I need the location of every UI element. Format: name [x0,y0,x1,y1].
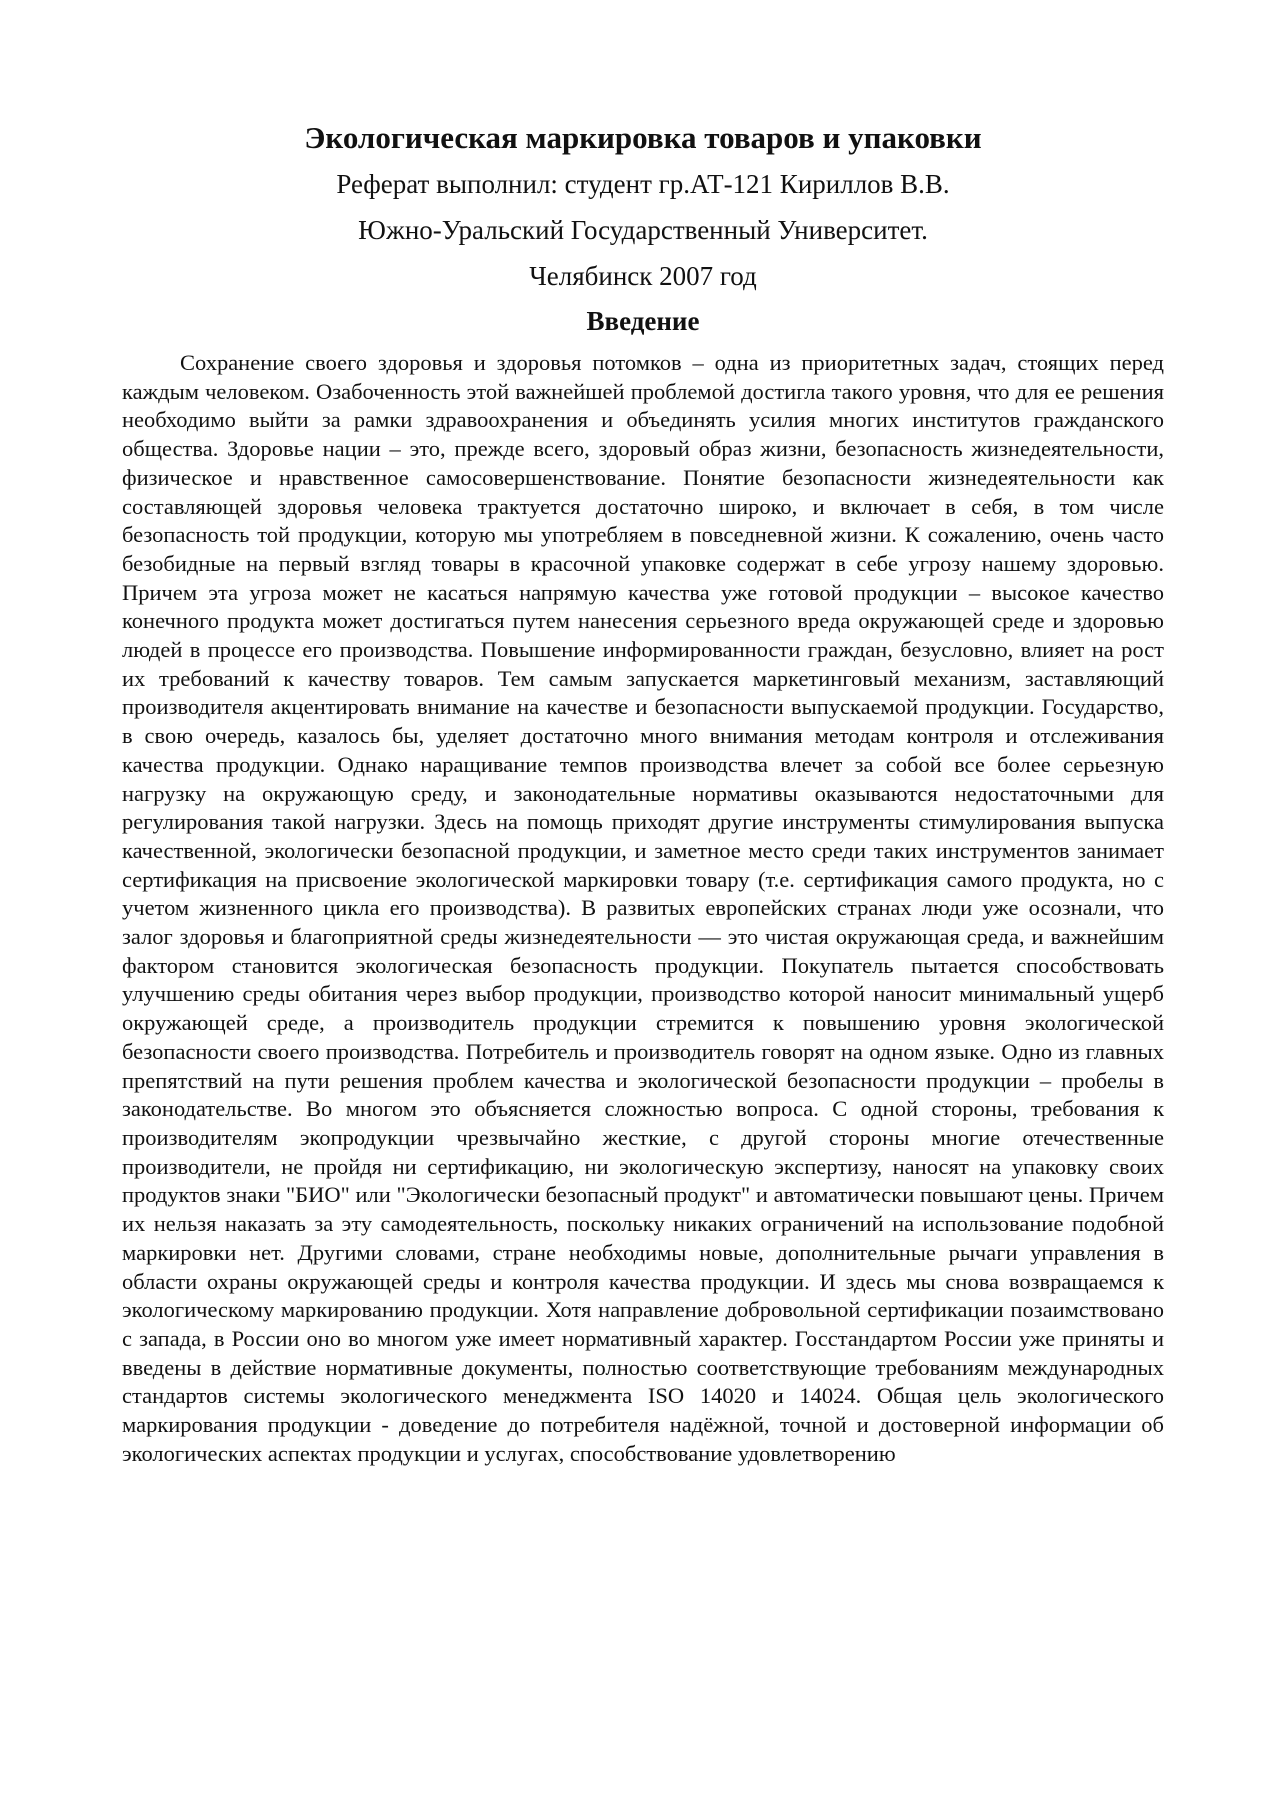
document-page [122,118,1164,1468]
institution-line: Южно-Уральский Государственный Университет. [358,215,928,245]
author-line: Реферат выполнил: студент гр.АТ-121 Кириллов В.В. [336,169,950,199]
body-paragraph: Сохранение своего здоровья и здоровья потомков – одна из приоритетных задач, стоящих перед каждым человеком. Озабоченность этой важнейшей проблемой достигла такого уровня, что для ее решения необходимо выйти за рамки здравоохранения и объединять усилия многих институтов гражданского общества. Здоровье нации – это, прежде всего, здоровый образ жизни, безопасность жизнедеятельности, физическое и нравственное самосовершенствование. Понятие безопасности жизнедеятельности как составляющей здоровья человека трактуется достаточно широко, и включает в себя, в том числе безопасность той продукции, которую мы употребляем в повседневной жизни. К сожалению, очень часто безобидные на первый взгляд товары в красочной упаковке содержат в себе угрозу нашему здоровью. Причем эта угроза может не касаться напрямую качества уже готовой продукции – высокое качество конечного продукта может достигаться путем нанесения серьезного вреда окружающей среде и здоровью людей в процессе его производства. Повышение информированности граждан, безусловно, влияет на рост их требований к качеству товаров. Тем самым запускается маркетинговый механизм, заставляющий производителя акцентировать внимание на качестве и безопасности выпускаемой продукции. Государство, в свою очередь, казалось бы, уделяет достаточно много внимания методам контроля и отслеживания качества продукции. Однако наращивание темпов производства влечет за собой все более серьезную нагрузку на окружающую среду, и законодательные нормативы оказываются недостаточными для регулирования такой нагрузки. Здесь на помощь приходят другие инструменты стимулирования выпуска качественной, экологически безопасной продукции, и заметное место среди таких инструментов занимает сертификация на присвоение экологической маркировки товару (т.е. сертификация самого продукта, но с учетом жизненного цикла его производства). В развитых европейских странах люди уже осознали, что залог здоровья и благоприятной среды жизнедеятельности — это чистая окружающая среда, и важнейшим фактором становится экологическая безопасность продукции. Покупатель пытается способствовать улучшению среды обитания через выбор продукции, производство которой наносит минимальный ущерб окружающей среде, а производитель продукции стремится к повышению уровня экологической безопасности своего производства. Потребитель и производитель говорят на одном языке. Одно из главных препятствий на пути решения проблем качества и экологической безопасности продукции – пробелы в законодательстве. Во многом это объясняется сложностью вопроса. С одной стороны, требования к производителям экопродукции чрезвычайно жесткие, с другой стороны многие отечественные производители, не пройдя ни сертификацию, ни экологическую экспертизу, наносят на упаковку своих продуктов знаки "БИО" или "Экологически безопасный продукт" и автоматически повышают цены. Причем их нельзя наказать за эту самодеятельность, поскольку никаких ограничений на использование подобной маркировки нет. Другими словами, стране необходимы новые, дополнительные рычаги управления в области охраны окружающей среды и контроля качества продукции. И здесь мы снова возвращаемся к экологическому маркированию продукции. Хотя направление добровольной сертификации позаимствовано с запада, в России оно во многом уже имеет нормативный характер. Госстандартом России уже приняты и введены в действие нормативные документы, полностью соответствующие требованиям международных стандартов системы экологического менеджмента ISO 14020 и 14024. Общая цель экологического маркирования продукции - доведение до потребителя надёжной, точной и достоверной информации об экологических аспектах продукции и услугах, способствование удовлетворению [122,350,1164,1466]
document-title: Экологическая маркировка товаров и упаковки [304,120,982,155]
section-heading: Введение [586,306,700,336]
city-year-line: Челябинск 2007 год [529,261,757,291]
